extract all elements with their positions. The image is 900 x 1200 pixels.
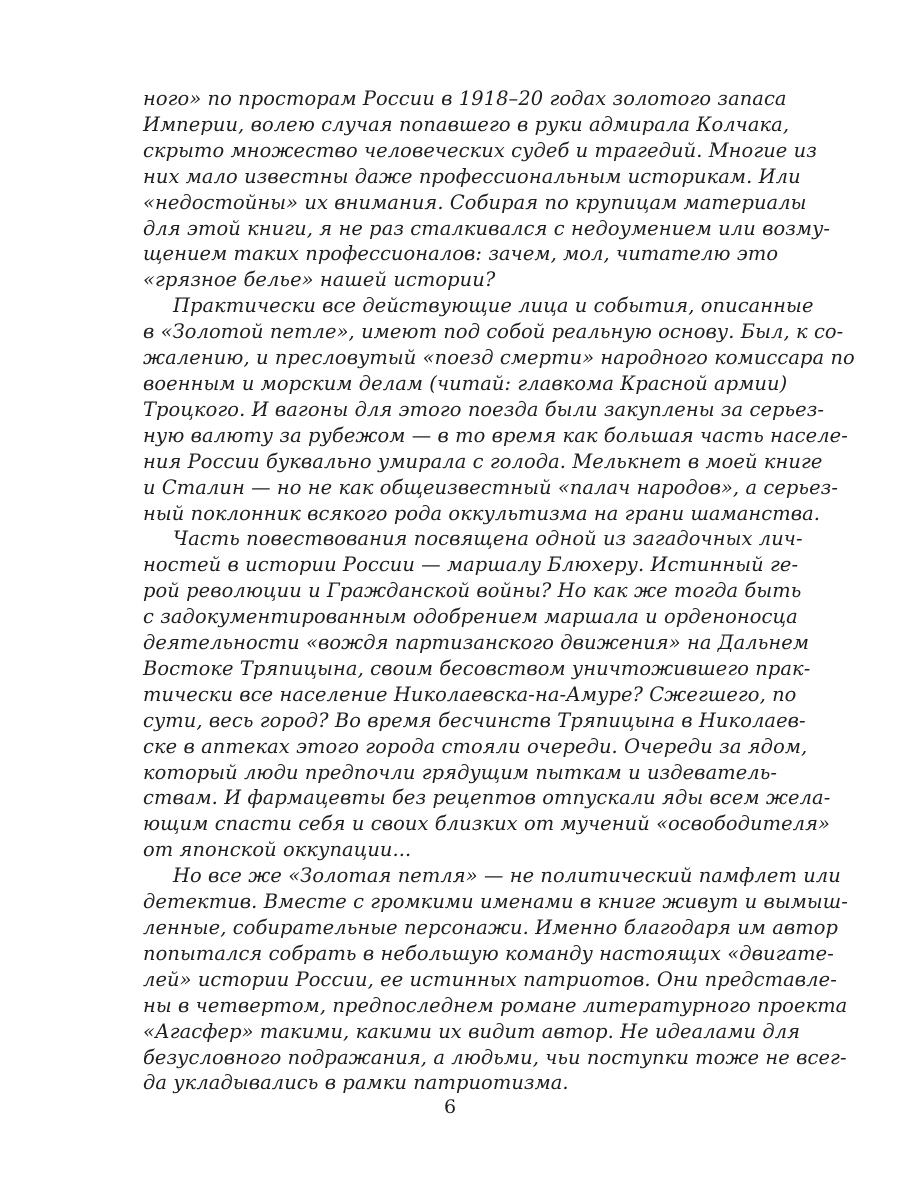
text-line: безусловного подражания, а людьми, чьи поступки тоже не всег- bbox=[143, 1045, 847, 1069]
text-line: для этой книги, я не раз сталкивался с недоумением или возму- bbox=[143, 216, 831, 240]
text-line: детектив. Вместе с громкими именами в книге живут и вымыш- bbox=[143, 890, 848, 914]
text-line: да укладывались в рамки патриотизма. bbox=[143, 1071, 569, 1095]
text-line: от японской оккупации... bbox=[143, 838, 412, 862]
text-line: попытался собрать в небольшую команду настоящих «двигате- bbox=[143, 941, 834, 965]
text-line: ного» по просторам России в 1918–20 годах золотого запаса bbox=[143, 87, 787, 110]
text-line: ске в аптеках этого города стояли очереди. Очереди за ядом, bbox=[143, 734, 808, 758]
text-line: ленные, собирательные персонажи. Именно благодаря им автор bbox=[143, 916, 839, 939]
text-line: Востоке Тряпицына, своим бесовством уничтожившего прак- bbox=[143, 656, 811, 680]
text-line: ную валюту за рубежом — в то время как большая часть населе- bbox=[143, 423, 848, 447]
paragraph bbox=[143, 526, 831, 863]
text-line: ны в четвертом, предпоследнем романе литературного проекта bbox=[143, 993, 848, 1017]
text-line: Троцкого. И вагоны для этого поезда были закуплены за серьез- bbox=[143, 397, 825, 421]
text-line: «Агасфер» такими, какими их видит автор. Не идеалами для bbox=[143, 1019, 801, 1043]
text-line: Часть повествования посвящена одной из загадочных лич- bbox=[173, 527, 803, 551]
paragraph bbox=[143, 293, 855, 526]
text-line: ния России буквально умирала с голода. Мелькнет в моей книге bbox=[143, 449, 823, 473]
page-number: 6 bbox=[443, 1096, 457, 1118]
text-line: щением таких профессионалов: зачем, мол, читателю это bbox=[143, 242, 779, 266]
text-line: ствам. И фармацевты без рецептов отпускали яды всем жела- bbox=[143, 786, 831, 810]
text-line: «недостойны» их внимания. Собирая по крупицам материалы bbox=[143, 190, 807, 214]
paragraph bbox=[143, 86, 831, 293]
text-line: Но все же «Золотая петля» — не политический памфлет или bbox=[173, 864, 841, 888]
text-line: с задокументированным одобрением маршала и орденоносца bbox=[143, 605, 798, 629]
text-line: жалению, и пресловутый «поезд смерти» народного комиссара по bbox=[143, 346, 855, 370]
text-line: военным и морским делам (читай: главкома Красной армии) bbox=[143, 371, 788, 395]
text-line: ющим спасти себя и своих близких от мучений «освободителя» bbox=[143, 812, 831, 836]
paragraph bbox=[143, 863, 848, 1096]
text-line: ный поклонник всякого рода оккультизма на грани шаманства. bbox=[143, 501, 821, 525]
text-line: «грязное белье» нашей истории? bbox=[143, 268, 496, 292]
text-line: рой революции и Гражданской войны? Но как же тогда быть bbox=[143, 579, 802, 603]
text-line: скрыто множество человеческих судеб и трагедий. Многие из bbox=[143, 138, 817, 162]
text-line: ностей в истории России — маршалу Блюхеру. Истинный ге- bbox=[143, 553, 799, 577]
text-line: тически все население Николаевска-на-Амуре? Сжегшего, по bbox=[143, 682, 797, 706]
text-line: который люди предпочли грядущим пыткам и издеватель- bbox=[143, 760, 778, 784]
text-line: деятельности «вождя партизанского движения» на Дальнем bbox=[143, 631, 810, 655]
text-line: и Сталин — но не как общеизвестный «палач народов», а серьез- bbox=[143, 475, 838, 499]
text-line: лей» истории России, ее истинных патриотов. Они представле- bbox=[143, 967, 837, 991]
text-line: сути, весь город? Во время бесчинств Тряпицына в Николаев- bbox=[143, 708, 806, 732]
text-line: в «Золотой петле», имеют под собой реальную основу. Был, к со- bbox=[143, 320, 844, 344]
text-line: Империи, волею случая попавшего в руки адмирала Колчака, bbox=[143, 112, 790, 136]
text-line: них мало известны даже профессиональным историкам. Или bbox=[143, 164, 801, 188]
text-line: Практически все действующие лица и события, описанные bbox=[173, 294, 814, 318]
body-text bbox=[143, 86, 855, 1096]
